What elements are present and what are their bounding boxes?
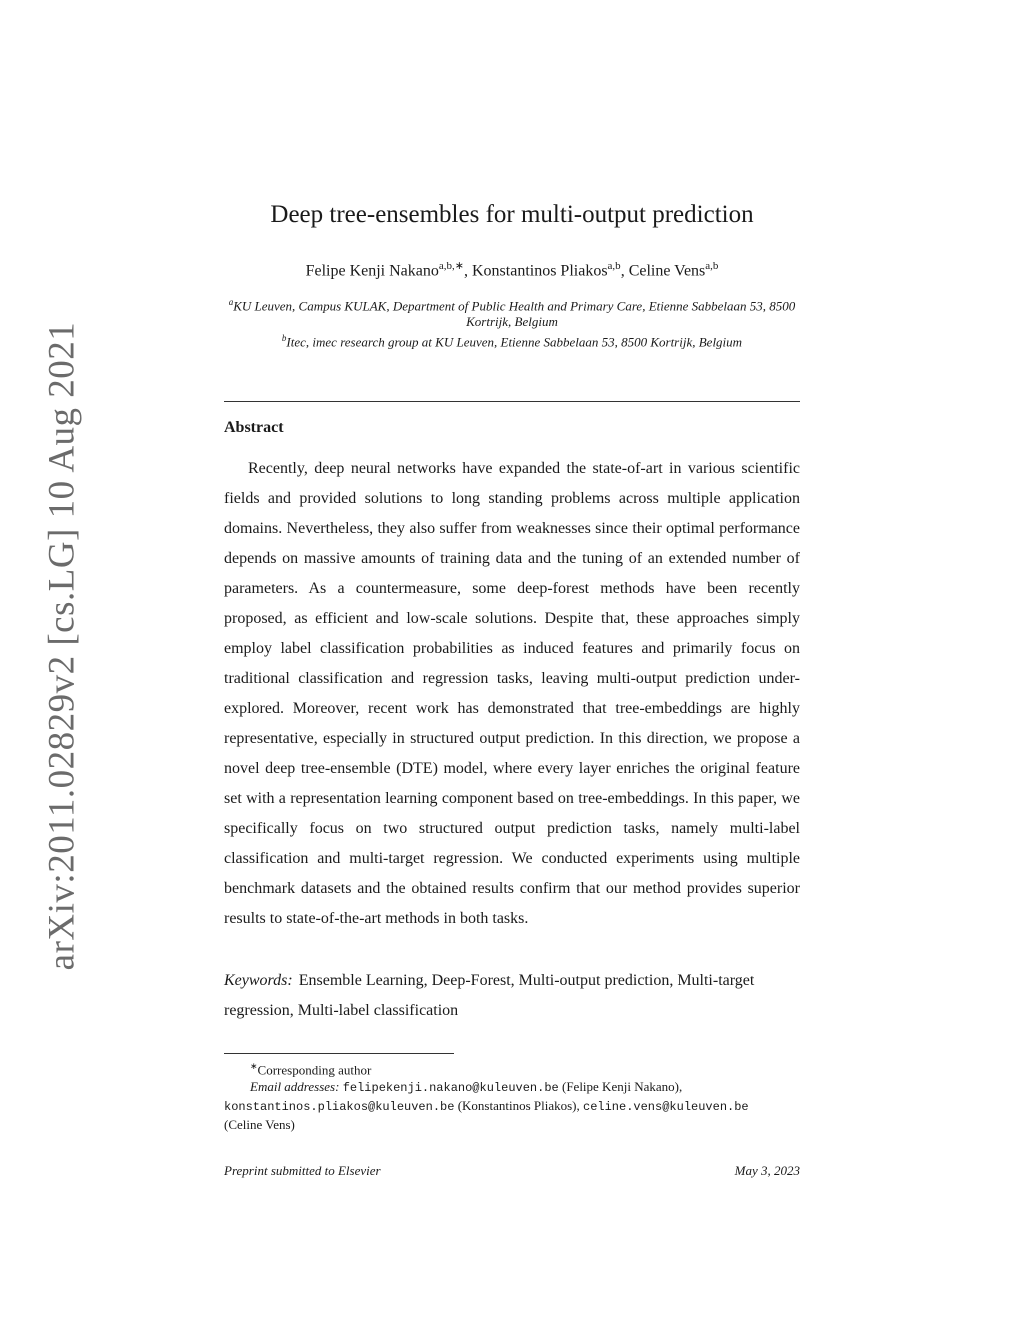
affiliation-mark: b (281, 333, 287, 344)
corresponding-author-note (224, 1058, 800, 1078)
abstract-text: Recently, deep neural networks have expanded the state-of-art in various scientific fields and provided solutions to long standing problems across multiple application domains. Nevertheless, they also suffer from weaknesses since their optimal performance depends on massive amounts of training data and the tuning of an extended number of parameters. As a countermeasure, some deep-forest methods have been recently proposed, as efficient and low-scale solutions. Despite that, these approaches simply employ label classification probabilities as induced features and primarily focus on traditional classification and regression tasks, leaving multi-output prediction under-explored. Moreover, recent work has demonstrated that tree-embeddings are highly representative, especially in structured output prediction. In this direction, we propose a novel deep tree-ensemble (DTE) model, where every layer enriches the original feature set with a representation learning component based on tree-embeddings. In this paper, we specifically focus on two structured output prediction tasks, namely multi-label classification and multi-target regression. We conducted experiments using multiple benchmark datasets and the obtained results confirm that our method provides superior results to state-of-the-art methods in both tasks. (224, 460, 800, 927)
email-separator: , (576, 1098, 580, 1114)
author-affil-marks: a,b (607, 260, 621, 272)
footnotes (224, 1058, 800, 1133)
email-addresses (224, 1078, 800, 1097)
corresponding-mark: ∗ (250, 1061, 258, 1071)
preprint-note: Preprint submitted to Elsevier (224, 1163, 381, 1178)
email-addresses-continued (224, 1097, 800, 1116)
email-link[interactable]: celine.vens@kuleuven.be (583, 1100, 749, 1115)
affiliation-text: KU Leuven, Campus KULAK, Department of Public Health and Primary Care, Etienne Sabbelaan 53, 8500 Kortrijk, Belgium (233, 298, 796, 330)
email-owner: (Celine Vens) (224, 1117, 295, 1133)
arxiv-identifier: arXiv:2011.02829v2 [cs.LG] 10 Aug 2021 (41, 321, 83, 971)
footnote-rule (224, 1053, 454, 1054)
abstract-top-rule (224, 401, 800, 402)
email-owner: (Felipe Kenji Nakano) (561, 1079, 679, 1095)
abstract-heading: Abstract (224, 419, 284, 436)
author-name: Konstantinos Pliakos (471, 262, 608, 280)
author-separator: , (463, 262, 472, 280)
keywords-label: Keywords: (224, 972, 293, 989)
email-separator: , (678, 1079, 683, 1095)
author-affil-marks: a,b,∗ (438, 260, 464, 272)
affiliations (224, 294, 800, 351)
email-link[interactable]: konstantinos.pliakos@kuleuven.be (224, 1100, 455, 1115)
email-link[interactable]: felipekenji.nakano@kuleuven.be (342, 1081, 559, 1096)
keywords (224, 966, 800, 1026)
email-label: Email addresses: (250, 1079, 340, 1095)
affiliation-text: Itec, imec research group at KU Leuven, Etienne Sabbelaan 53, 8500 Kortrijk, Belgium (286, 334, 743, 350)
email-owner-line (224, 1116, 800, 1133)
author-name: Celine Vens (628, 262, 706, 280)
author-list (0, 259, 1024, 280)
affiliation-b (224, 330, 800, 350)
affiliation-mark: a (228, 297, 234, 307)
keywords-text: Ensemble Learning, Deep-Forest, Multi-output prediction, Multi-target regression, Multi-label classification (224, 972, 755, 1019)
author-affil-marks: a,b (705, 260, 719, 272)
paper-title: Deep tree-ensembles for multi-output prediction (270, 201, 754, 228)
author-separator: , (620, 262, 629, 280)
corresponding-text: Corresponding author (257, 1062, 372, 1078)
author-name: Felipe Kenji Nakano (305, 262, 439, 280)
affiliation-a (224, 294, 800, 330)
email-owner: (Konstantinos Pliakos) (457, 1098, 577, 1114)
preprint-date: May 3, 2023 (734, 1163, 800, 1178)
